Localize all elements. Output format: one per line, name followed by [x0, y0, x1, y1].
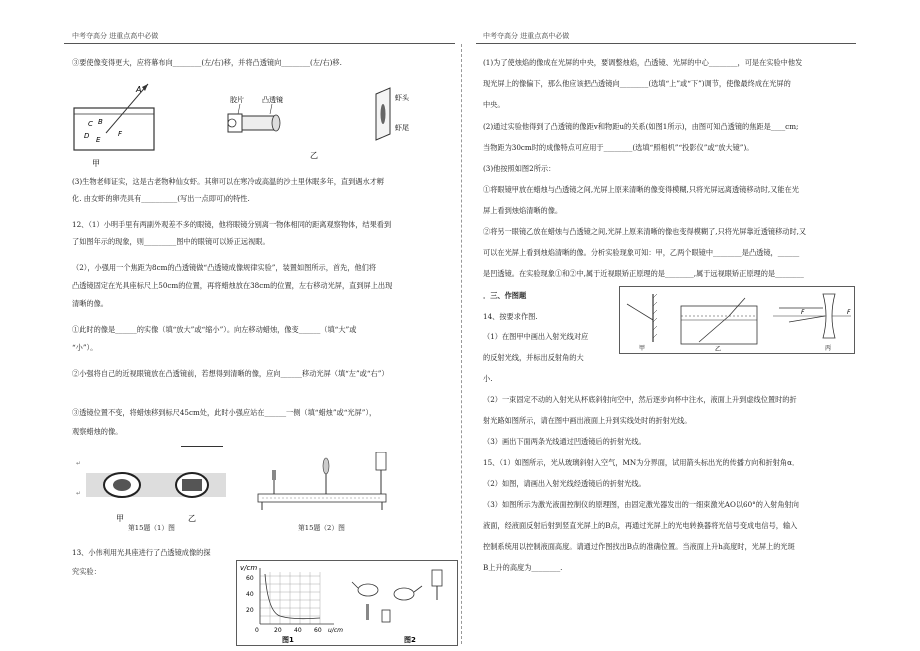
q14-1b: 的反射光线，并标出反射角的大 — [483, 353, 584, 362]
header-right: 中考夺高分 进重点高中必做 — [483, 32, 570, 40]
q12-2-s3b: 观察蜡烛的像。 — [72, 427, 123, 436]
label-E: E — [96, 136, 101, 144]
r3-b3: 是凹透镜。在实验现象①和②中,属于近视眼矫正原理的是________,属于远视眼矫正原理的是________ — [483, 269, 804, 278]
graph-ylabel: v/cm — [240, 564, 258, 572]
q12-2-s3a: ③透镜位置不变，将蜡烛移到标尺45cm处，此时小强应站在______一侧（填“蜡烛”或“光屏”）， — [72, 408, 377, 417]
r3-line1: (3)他按照如图2所示： — [483, 164, 556, 173]
fig14-label-bing: 丙 — [825, 345, 832, 352]
svg-text:↵: ↵ — [76, 490, 82, 497]
graph-ytick-40: 40 — [246, 591, 254, 598]
q12-2-s1b: “小”）。 — [72, 343, 98, 352]
q3-line2: 化. 由女虾的卵壳具有__________(写出一点即可)的特性. — [72, 194, 250, 203]
figure-uv-graph — [236, 560, 458, 646]
graph-origin: 0 — [255, 627, 259, 634]
label-shrimp-head: 虾头 — [395, 94, 409, 102]
svg-text:↵: ↵ — [76, 460, 82, 467]
q14-2a: （2）一束固定不动的入射光从杯底斜射向空中，然后逐步向杯中注水，液面上升到虚线位置时的折 — [483, 395, 797, 404]
fig15-label-yi: 乙 — [188, 514, 196, 523]
fig14-label-jia: 甲 — [639, 345, 646, 352]
r1-line1: (1)为了使烛焰的像成在光屏的中央，要调整烛焰，凸透镜、光屏的中心________，可是在实验中他发 — [483, 58, 803, 67]
graph-curve — [265, 574, 320, 619]
graph-xtick-60: 60 — [314, 627, 322, 634]
fig14-label-yi: 乙 — [715, 346, 722, 353]
q12-2-line1: （2），小强用一个焦距为8cm的凸透镜做“凸透镜成像规律实验”，装置如图所示，首先，他们将 — [72, 263, 377, 272]
r1-line3: 中央。 — [483, 100, 505, 109]
section-three-title: ．三、作图题 — [483, 291, 527, 300]
label-C: C — [88, 120, 93, 128]
r2-line1: (2)通过实验他得到了凸透镜的像距v和物距u的关系(如图1所示)，由图可知凸透镜的焦距是____cm; — [483, 122, 799, 131]
question-hint-line: ③要使像变得更大，应将幕布向________(左/右)移，并将凸透镜向________(左/右)移. — [72, 58, 342, 67]
figure-q14-panels — [619, 286, 855, 354]
graph-xtick-20: 20 — [274, 627, 282, 634]
label-D: D — [84, 132, 90, 140]
graph-ytick-20: 20 — [246, 607, 254, 614]
label-F: F — [118, 130, 123, 138]
q15-3b: 液面，经液面反射后射到竖直光屏上的B点，再通过光屏上的光电转换器将光信号变成电信号，输入 — [483, 521, 798, 530]
q15-2: （2）如图，请画出入射光线经透镜后的折射光线。 — [483, 479, 646, 488]
fig15-caption-right: 第15题（2）图 — [298, 524, 345, 532]
q15-3c: 控制系统用以控制液面高度。请通过作图找出B点的准确位置。当液面上升h高度时，光屏上的光斑 — [483, 542, 795, 551]
column-divider — [461, 44, 462, 644]
fig14-label-F1: F — [801, 309, 805, 316]
q15-3a: （3）如图所示为激光液面控制仪的原理图，由固定激光器发出的一细束激光AO以60°的入射角射向 — [483, 500, 799, 509]
figure-screen — [368, 86, 438, 146]
graph-caption-2: 图2 — [404, 636, 416, 644]
graph-caption-1: 图1 — [282, 636, 294, 644]
header-left: 中考夺高分 进重点高中必做 — [72, 32, 159, 40]
q12-2-line2: 凸透镜固定在光具座标尺上50cm的位置，再将蜡烛放在38cm的位置，左右移动光屏，直到屏上出现 — [72, 281, 393, 290]
label-yi: 乙 — [310, 151, 318, 160]
r3-a2: 屏上看到烛焰清晰的像。 — [483, 206, 563, 215]
label-jia: 甲 — [92, 159, 100, 168]
figure-optical-bench — [252, 452, 392, 522]
fig15-caption-left: 第15题（1）图 — [128, 524, 175, 532]
q12-line2: 了如图年示的现象，则_________图中的眼镜可以矫正远视眼。 — [72, 237, 270, 246]
q15-3d: B上升的高度为________. — [483, 563, 563, 572]
fig14-label-F2: F — [847, 309, 851, 316]
r1-line2: 现光屏上的像偏下，那么他应该把凸透镜向________(选填“上”或“下”)调节，使像最终成在光屏的 — [483, 79, 791, 88]
label-lens: 凸透镜 — [262, 96, 283, 104]
q14-3: （3）画出下面两条光线通过凹透镜后的折射光线。 — [483, 437, 646, 446]
figure-projector — [210, 92, 320, 162]
label-film: 胶片 — [230, 96, 244, 104]
q3-line1: (3)生物老师证实，这是古老物种仙女虾。其卵可以在寒冷或高温的沙土里休眠多年，直到遇水才孵 — [72, 177, 385, 186]
answer-blank-line — [181, 446, 223, 447]
r3-b2: 可以在光屏上看到烛焰清晰的像。分析实验现象可知：甲，乙两个眼镜中________是凸透镜，______ — [483, 248, 800, 257]
r3-b1: ②将另一眼镜乙放在蜡烛与凸透镜之间,光屏上原来清晰的像也变得模糊了,只将光屏靠近透镜移动时,又 — [483, 227, 807, 236]
q13-line1: 13、小伟利用光具座进行了凸透镜成像的探 — [72, 548, 211, 557]
label-shrimp-tail: 虾尾 — [395, 124, 409, 132]
q15-1: 15、（1）如图所示，光从玻璃斜射入空气，MN为分界面，试用箭头标出光的传播方向和折射角α． — [483, 458, 800, 467]
q14-title: 14、按要求作图. — [483, 312, 538, 321]
header-rule-left — [64, 43, 455, 44]
fig15-label-jia: 甲 — [116, 514, 124, 523]
q12-2-line3: 清晰的像。 — [72, 299, 108, 308]
graph-ytick-60: 60 — [246, 575, 254, 582]
r3-a1: ①将眼镜甲放在蜡烛与凸透镜之间,光屏上原来清晰的像变得模糊,只将光屏远离透镜移动时,又能在光 — [483, 185, 799, 194]
graph-xlabel: u/cm — [328, 627, 343, 634]
label-B: B — [98, 118, 103, 126]
q12-2-s2: ②小强将自己的近视眼镜放在凸透镜前，若想得到清晰的像，应向______移动光屏（填“左”或“右”） — [72, 369, 389, 378]
r2-line2: 当物距为30cm时的成像特点可应用于________(选填“照相机”“投影仪”或“放大镜”)。 — [483, 143, 754, 152]
label-A: A — [136, 85, 142, 94]
q14-2b: 射光路如图所示，请在图中画出液面上升到实线处时的折射光线。 — [483, 416, 692, 425]
q14-1a: （1）在图甲中画出入射光线对应 — [483, 332, 589, 341]
graph-xtick-40: 40 — [294, 627, 302, 634]
q13-line2: 究实验： — [72, 567, 101, 576]
q14-1c: 小. — [483, 374, 493, 383]
q12-line1: 12、（1）小明手里有两副外观差不多的眼镜，他将眼镜分别离一物体相同的距离观察物体，结果看到 — [72, 220, 392, 229]
header-rule-right — [476, 43, 856, 44]
q12-2-s1a: ①此时的像是______的实像（填“放大”或“缩小”）。向左移动蜡烛，像变______（填“大”或 — [72, 325, 357, 334]
figure-tank-jia — [66, 78, 166, 173]
